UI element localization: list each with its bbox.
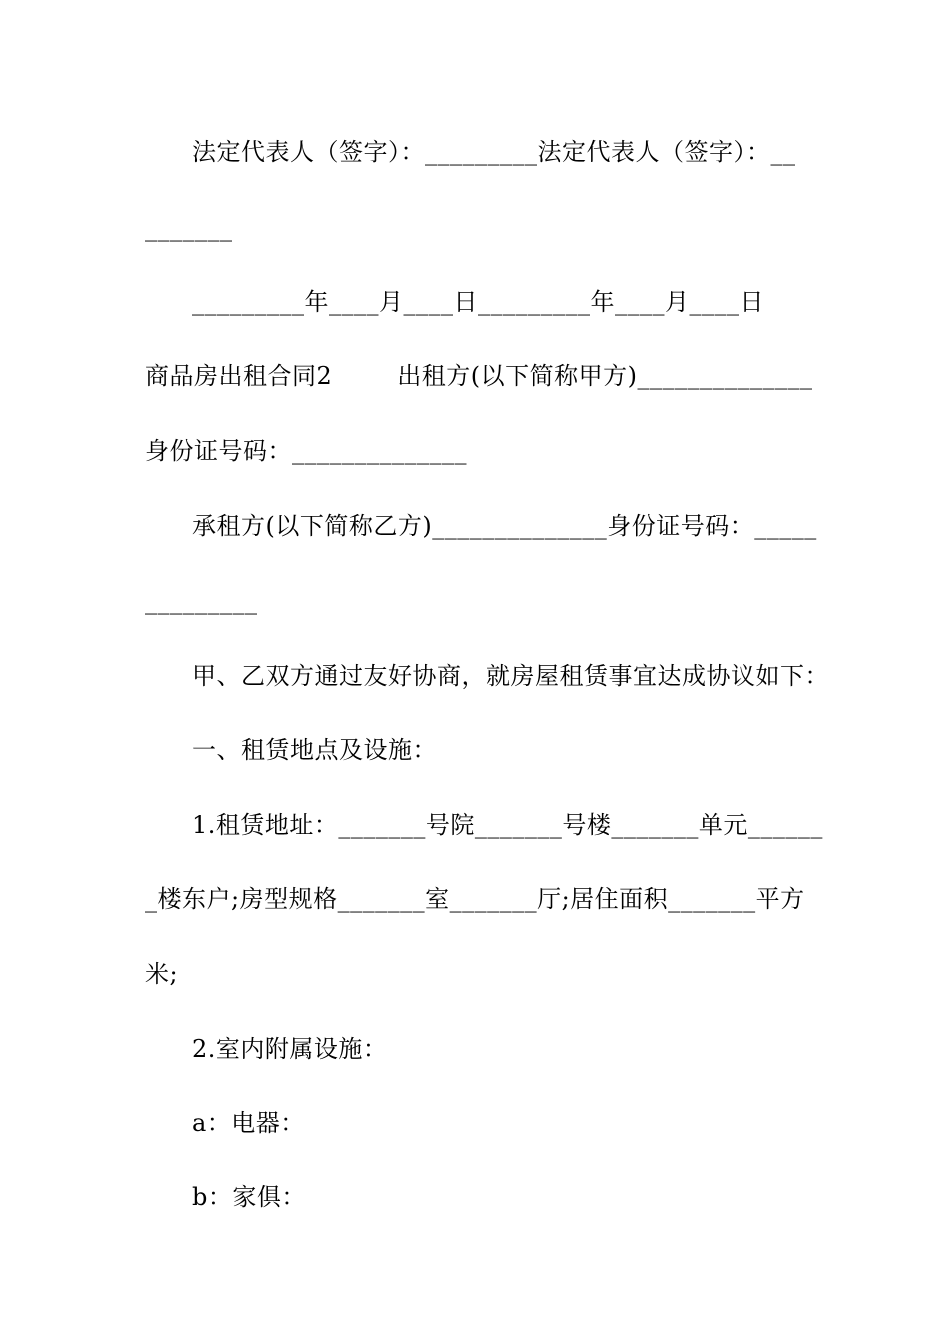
agreement-intro: 甲、乙双方通过友好协商，就房屋租赁事宜达成协议如下： [192,662,829,690]
date-line: _________年____月____日_________年____月____日 [192,288,764,316]
section-heading: 一、租赁地点及设施： [192,736,437,764]
contract-title-line: 商品房出租合同2 出租方(以下简称甲方)______________ [145,362,813,390]
lessee-id-continued: _________ [145,587,258,615]
signature-line-continued: _______ [145,214,233,242]
address-clause-continued: _楼东户;房型规格_______室_______厅;居住面积_______平方 [145,885,805,913]
facilities-clause: 2.室内附属设施： [192,1035,388,1063]
address-clause: 1.租赁地址：_______号院_______号楼_______单元______ [192,811,823,839]
facilities-item-appliances: a：电器： [192,1109,305,1137]
lessee-line: 承租方(以下简称乙方)______________身份证号码：_____ [192,512,817,540]
signature-line: 法定代表人（签字）：_________法定代表人（签字）：__ [192,138,796,166]
address-clause-end: 米; [145,960,179,988]
facilities-item-furniture: b：家俱： [192,1183,306,1211]
lessor-id-line: 身份证号码：______________ [145,437,467,465]
